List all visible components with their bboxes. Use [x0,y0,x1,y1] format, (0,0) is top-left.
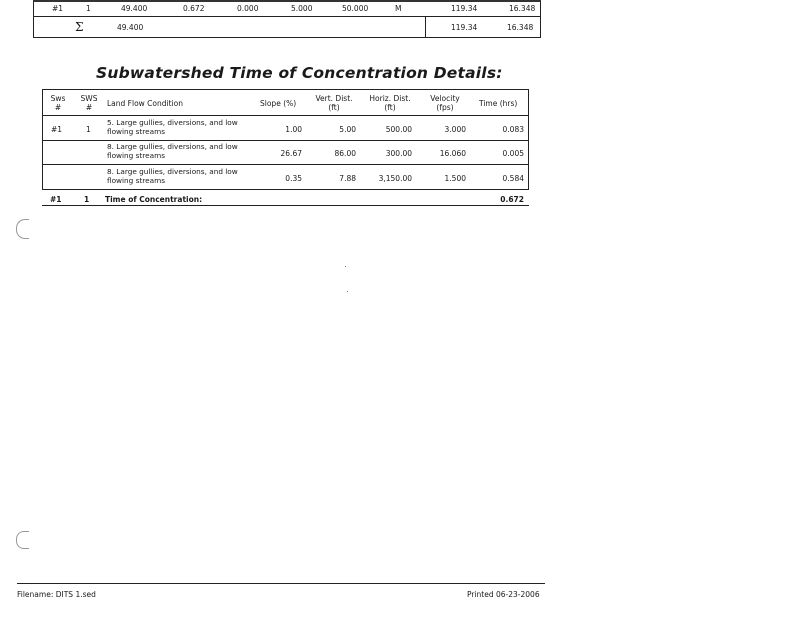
row1-velocity: 3.000 [444,125,466,134]
top-row-tc: 0.672 [183,4,205,13]
row3-condition-line1: 8. Large gullies, diversions, and low [107,167,238,176]
sum-v5: 16.348 [507,23,534,32]
header-sws-num-line1: SWS [80,94,98,103]
top-table-right-border [540,0,541,16]
tc-header-right-border [528,89,529,116]
header-land-flow: Land Flow Condition [107,99,183,108]
header-time: Time (hrs) [479,99,518,108]
header-sws-id [44,94,72,112]
row2-slope: 26.67 [280,149,302,158]
row1-condition-line2: flowing streams [107,126,166,136]
tc-header-rule-top [42,89,529,90]
top-row-v3: 50.000 [342,4,369,13]
sum-v4: 119.34 [451,23,478,32]
tc-header-left-border [42,89,43,116]
row1-condition-line1: 5. Large gullies, diversions, and low [107,118,238,127]
row3-right-border [528,165,529,189]
top-row-code: M [395,4,402,13]
header-vert-line2: (ft) [328,103,340,112]
row3-rule-bottom [42,189,529,190]
row3-left-border [42,165,43,189]
row2-condition [107,143,238,160]
row1-left-border [42,116,43,141]
top-table-rule-top [33,0,541,2]
row1-right-border [528,116,529,141]
row1-condition [107,119,238,136]
footer-rule [17,583,545,584]
top-row-area: 49.400 [121,4,148,13]
row2-time: 0.005 [502,149,524,158]
row1-slope: 1.00 [285,125,302,134]
row3-condition-line2: flowing streams [107,175,166,185]
top-row-v1: 0.000 [237,4,259,13]
row3-time: 0.584 [502,174,524,183]
section-title: Subwatershed Time of Concentration Details: [96,64,503,82]
row1-vert: 5.00 [339,125,356,134]
footer-filename: Filename: DITS 1.sed [17,590,96,599]
scan-speck [345,266,346,267]
footer-printed-date: Printed 06-23-2006 [467,590,540,599]
top-table-rule-data [33,16,541,17]
row1-time: 0.083 [502,125,524,134]
top-row-v2: 5.000 [291,4,313,13]
scan-speck [347,291,348,292]
header-sws-num-line2: # [85,103,93,112]
header-velocity [422,94,468,112]
top-row-sws-num: 1 [86,4,91,13]
row1-sws-id: #1 [51,125,63,134]
row2-right-border [528,141,529,165]
row1-rule-bottom [42,140,529,141]
header-horiz-line2: (ft) [384,103,396,112]
header-velocity-line1: Velocity [430,94,460,103]
punch-hole-bottom [16,531,29,549]
header-horiz-dist [362,94,418,112]
header-sws-id-line2: # [54,103,62,112]
sum-row-rule-bottom [33,37,541,38]
punch-hole-top [16,219,29,239]
row2-condition-line1: 8. Large gullies, diversions, and low [107,142,238,151]
row3-vert: 7.88 [339,174,356,183]
total-sws-id: #1 [50,195,62,204]
header-horiz-line1: Horiz. Dist. [369,94,411,103]
row2-horiz: 300.00 [385,149,412,158]
sum-row-divider [425,17,426,38]
total-label: Time of Concentration: [105,195,203,204]
row3-condition [107,168,238,185]
top-table-left-border [33,0,34,16]
row3-slope: 0.35 [285,174,302,183]
sum-area: 49.400 [117,23,144,32]
header-slope: Slope (%) [260,99,297,108]
row1-horiz: 500.00 [385,125,412,134]
top-row-v4: 119.34 [451,4,478,13]
top-row-v5: 16.348 [509,4,536,13]
row3-horiz: 3,150.00 [378,174,412,183]
header-sws-id-line1: Sws [50,94,66,103]
header-velocity-line2: (fps) [436,103,454,112]
sum-row-right-border [540,17,541,38]
total-value: 0.672 [500,195,524,204]
sum-symbol: Σ [75,20,84,34]
row1-sws-num: 1 [86,125,91,134]
total-sws-num: 1 [84,195,90,204]
header-vert-line1: Vert. Dist. [315,94,353,103]
row2-vert: 86.00 [334,149,356,158]
header-vert-dist [308,94,360,112]
row2-velocity: 16.060 [439,149,466,158]
row2-condition-line2: flowing streams [107,150,166,160]
row2-left-border [42,141,43,165]
tc-header-rule-bottom [42,115,529,116]
sum-row-left-border [33,17,34,38]
header-sws-num [75,94,103,112]
row3-velocity: 1.500 [444,174,466,183]
total-rule-bottom [42,205,529,206]
row2-rule-bottom [42,164,529,165]
top-row-sws-id: #1 [52,4,64,13]
